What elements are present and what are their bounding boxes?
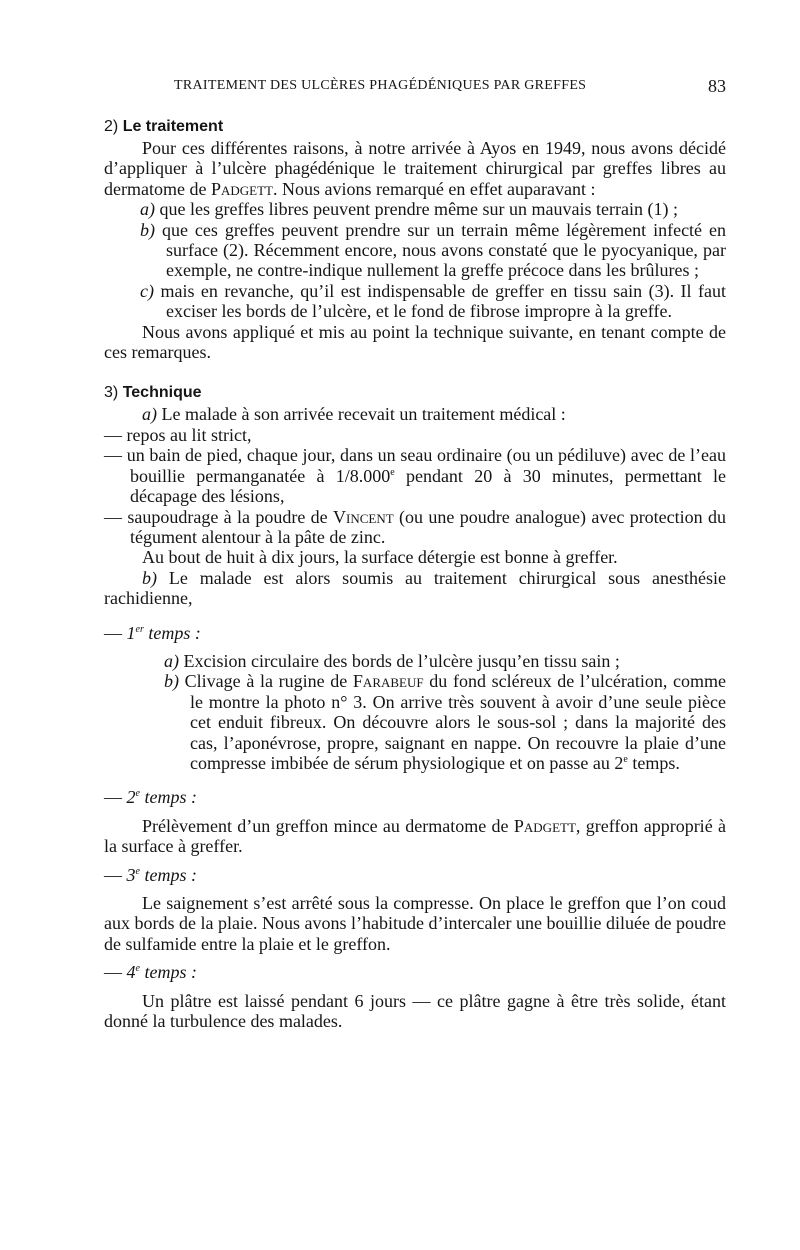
item-text: du fond scléreux de l’ulcération, comme le montre la photo n° 3. On arrive très souvent à avoir d’une seule pièce cet enduit fibreux. On découvre alors le sous-sol ; dans la majorité des cas, l’aponévrose, propre, saignant en nappe. On recouvre la plaie d’une compresse imbibée de sérum physiologique et on passe au 2 — [190, 671, 726, 773]
item-text: Excision circulaire des bords de l’ulcère jusqu’en tissu sain ; — [183, 650, 620, 671]
paragraph: Au bout de huit à dix jours, la surface détergie est bonne à greffer. — [142, 547, 618, 568]
step-word: temps : — [144, 962, 197, 983]
spacer — [104, 885, 726, 893]
spacer — [104, 643, 726, 651]
dash-marker: — — [104, 424, 122, 445]
section-title: Le traitement — [122, 118, 224, 135]
spacer — [104, 983, 726, 991]
running-title: TRAITEMENT DES ULCÈRES PHAGÉDÉNIQUES PAR GREFFES — [174, 78, 587, 93]
spacer — [104, 609, 726, 623]
list-item — [104, 445, 726, 506]
item-text: que les greffes libres peuvent prendre même sur un mauvais terrain (1) ; — [159, 199, 678, 220]
item-label: a) — [164, 650, 179, 671]
superscript: e — [135, 865, 140, 877]
item-text: mais en revanche, qu’il est indispensable de greffer en tissu sain (3). Il faut exciser les bords de l’ulcère, et le fond de fibrose impropre à la greffe. — [160, 280, 726, 322]
item-label: a) — [140, 199, 155, 220]
step-heading-4 — [104, 962, 726, 982]
section-title: Technique — [122, 384, 202, 402]
text-run: , greffon approprié à la surface à greffer. — [104, 815, 727, 857]
step-word: temps : — [148, 622, 201, 643]
item-text: temps. — [627, 752, 680, 773]
spacer — [104, 362, 726, 382]
item-label: a) — [142, 404, 157, 425]
page-number: 83 — [708, 76, 726, 96]
author-name: Padgett — [513, 815, 576, 836]
item-text: Clivage à la rugine de — [184, 671, 353, 692]
dash-marker: — — [104, 622, 122, 643]
dash-marker: — — [104, 962, 122, 983]
superscript: e — [135, 788, 140, 800]
text-run: Le malade est alors soumis au traitement chirurgical sous anesthésie rachidienne, — [104, 567, 726, 609]
paragraph: Nous avons appliqué et mis au point la technique suivante, en tenant compte de ces remarques. — [104, 321, 726, 363]
superscript: e — [135, 963, 140, 975]
paragraph: Un plâtre est laissé pendant 6 jours — ce plâtre gagne à être très solide, étant donné la turbulence des malades. — [104, 990, 726, 1032]
item-text: saupoudrage à la poudre de — [127, 506, 334, 527]
item-text: un bain de pied, chaque jour, dans un seau ordinaire (ou un pédiluve) avec de l’eau bouillie permanganatée à 1/8.000 — [126, 445, 726, 486]
step-word: temps : — [144, 787, 197, 808]
item-text: repos au lit strict, — [126, 424, 252, 445]
step-number: 2 — [126, 787, 136, 808]
dash-marker: — — [104, 787, 122, 808]
paragraph: Le saignement s’est arrêté sous la compresse. On place le greffon que l’on coud aux bords de la plaie. Nous avons l’habitude d’intercaler une bouillie diluée de poudre de sulfamide entre la plaie et le greffon. — [104, 893, 726, 954]
step-word: temps : — [144, 864, 197, 885]
superscript: e — [390, 466, 395, 478]
step-heading-2 — [104, 787, 726, 807]
list-item — [104, 507, 726, 548]
spacer — [104, 773, 726, 787]
text-run: Le malade à son arrivée recevait un traitement médical : — [161, 404, 566, 425]
superscript: e — [623, 753, 628, 765]
spacer — [104, 857, 726, 865]
dash-marker: — — [104, 445, 122, 466]
list-item — [104, 425, 726, 445]
text-run: . Nous avions remarqué en effet auparavant : — [272, 178, 596, 199]
text-run: Pour ces différentes raisons, à notre arrivée à Ayos en 1949, nous avons décidé d’appliquer à l’ulcère phagédénique le traitement chirurgical par greffes libres au dermatome de — [104, 138, 726, 199]
step-number: 4 — [126, 962, 136, 983]
paragraph — [104, 138, 726, 199]
section-number: 2) — [104, 118, 119, 135]
step-heading-1 — [104, 623, 726, 643]
page-header — [104, 76, 726, 100]
step-number: 3 — [126, 864, 136, 885]
section-heading-traitement — [104, 116, 726, 138]
item-text: pendant 20 à 30 minutes, permettant le décapage des lésions, — [130, 465, 727, 507]
paragraph — [104, 404, 726, 424]
step-number: 1 — [126, 622, 136, 643]
dash-marker: — — [104, 506, 122, 527]
section-heading-technique — [104, 382, 726, 404]
list-item — [104, 671, 726, 773]
spacer — [104, 954, 726, 962]
superscript: er — [135, 623, 144, 635]
item-label: b) — [142, 567, 157, 588]
page-body — [104, 116, 726, 1031]
paragraph — [104, 816, 726, 857]
item-label: b) — [164, 671, 179, 692]
author-name: Farabeuf — [352, 671, 424, 692]
spacer — [104, 808, 726, 816]
list-item — [104, 220, 726, 281]
list-item — [104, 281, 726, 322]
item-label: b) — [140, 219, 155, 240]
list-item — [104, 199, 726, 219]
text-run: Prélèvement d’un greffon mince au dermatome de — [142, 815, 514, 836]
item-label: c) — [140, 280, 154, 301]
section-number: 3) — [104, 384, 119, 402]
paragraph — [104, 568, 726, 609]
item-text: que ces greffes peuvent prendre sur un terrain même légèrement infecté en surface (2). Récemment encore, nous avons constaté que le pyocyanique, par exemple, ne contre-indique nullement la greffe précoce dans les brûlures ; — [161, 219, 726, 281]
step-heading-3 — [104, 865, 726, 885]
author-name: Vincent — [333, 506, 394, 527]
list-item — [104, 651, 726, 671]
author-name: Padgett — [210, 178, 273, 199]
item-text: (ou une poudre analogue) avec protection du tégument alentour à la pâte de zinc. — [130, 506, 727, 547]
dash-marker: — — [104, 864, 122, 885]
